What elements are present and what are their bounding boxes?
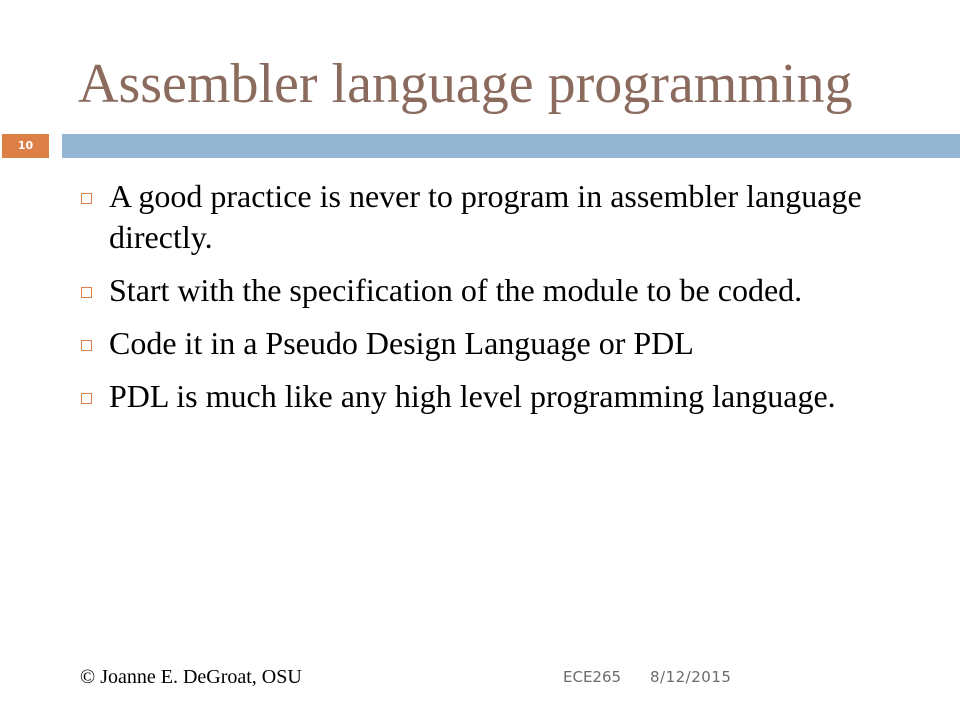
bullet-item bbox=[76, 270, 896, 311]
bullet-text: PDL is much like any high level programming language. bbox=[109, 378, 836, 414]
bullet-text: A good practice is never to program in assembler language directly. bbox=[109, 178, 862, 255]
bullet-item bbox=[76, 323, 896, 364]
slide-number-badge: 10 bbox=[2, 134, 49, 158]
footer-course: ECE265 bbox=[563, 668, 622, 686]
bullet-text: Start with the specification of the module to be coded. bbox=[109, 272, 803, 308]
bullet-item bbox=[76, 376, 896, 417]
header-bar bbox=[62, 134, 960, 158]
square-bullet-icon bbox=[81, 287, 92, 298]
bullet-text: Code it in a Pseudo Design Language or PDL bbox=[109, 325, 694, 361]
footer-date: 8/12/2015 bbox=[650, 668, 732, 686]
slide-title: Assembler language programming bbox=[78, 53, 853, 115]
bullet-list bbox=[76, 176, 896, 429]
bullet-item bbox=[76, 176, 896, 258]
square-bullet-icon bbox=[81, 340, 92, 351]
footer-copyright: © Joanne E. DeGroat, OSU bbox=[80, 666, 302, 688]
square-bullet-icon bbox=[81, 193, 92, 204]
square-bullet-icon bbox=[81, 393, 92, 404]
